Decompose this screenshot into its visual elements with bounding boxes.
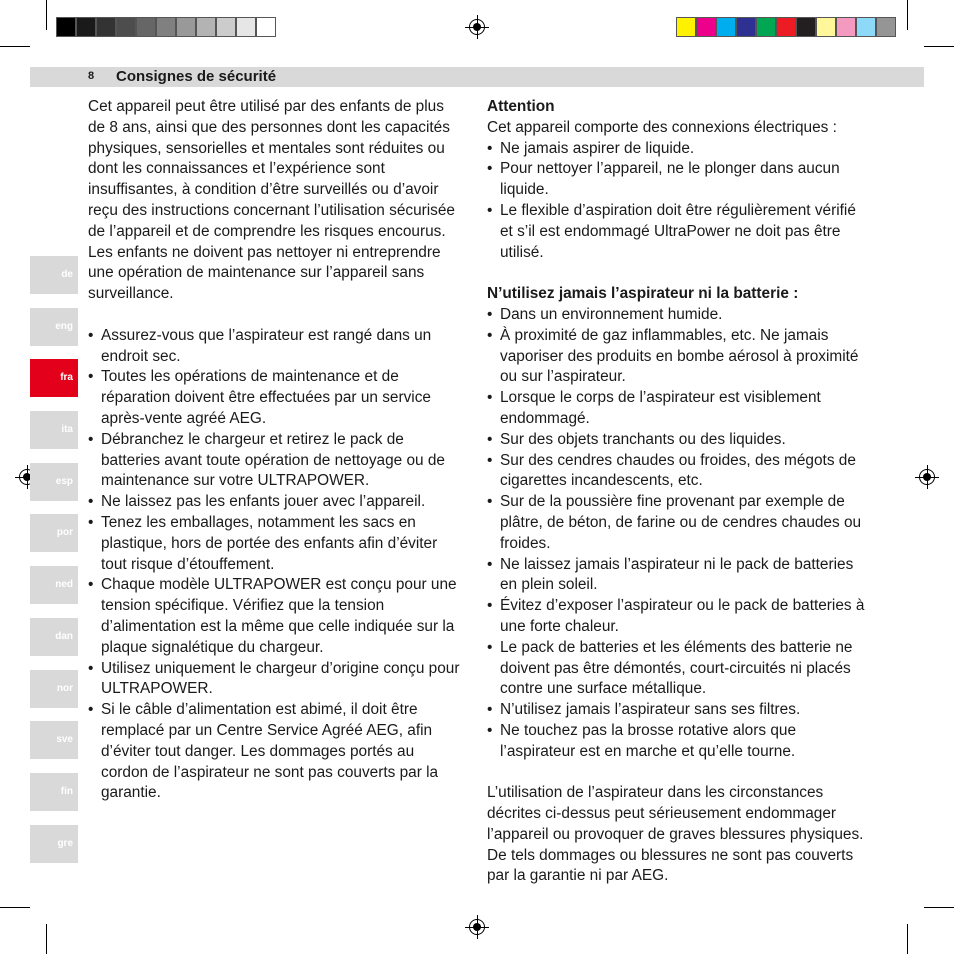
color-swatch [836,17,856,37]
language-tab-nor[interactable]: nor [30,670,78,708]
list-item: • Sur des objets tranchants ou des liquides. [487,430,871,451]
page-number: 8 [88,70,95,82]
section-title: Consignes de sécurité [116,68,277,85]
list-item: • Assurez-vous que l’aspirateur est rangé dans un endroit sec. [88,326,464,368]
color-swatch [196,17,216,37]
list-item: • Lorsque le corps de l’aspirateur est visiblement endommagé. [487,388,871,430]
intro-paragraph: Cet appareil peut être utilisé par des enfants de plus de 8 ans, ainsi que des personnes dont les capacités physiques, sensorielles et mentales sont réduites ou dont les connaissances et l’expérience sont insuffisantes, à condition d’être surveillés ou d’avoir reçu des instructions concernant l’utilisation sécurisée de l’appareil et de comprendre les risques encourus. Les enfants ne doivent pas nettoyer ni entreprendre une opération de maintenance sur l’appareil sans surveillance. [88,98,455,303]
attention-bullet-list [487,139,871,264]
color-swatch [736,17,756,37]
color-swatch [116,17,136,37]
color-swatch [176,17,196,37]
color-swatch [856,17,876,37]
language-tabs [30,256,78,876]
list-item: • Ne jamais aspirer de liquide. [487,139,871,160]
color-swatch [716,17,736,37]
color-swatch [796,17,816,37]
left-column [88,97,464,804]
registration-mark-icon [469,919,485,935]
crop-mark [907,0,908,30]
language-tab-de[interactable]: de [30,256,78,294]
list-item: • Ne laissez pas les enfants jouer avec l’appareil. [88,492,464,513]
color-swatch [756,17,776,37]
crop-mark [924,907,954,908]
language-tab-gre[interactable]: gre [30,825,78,863]
list-item: • Ne laissez jamais l’aspirateur ni le pack de batteries en plein soleil. [487,555,871,597]
list-item: • N’utilisez jamais l’aspirateur sans ses filtres. [487,700,871,721]
right-column [487,97,871,887]
color-swatch [696,17,716,37]
crop-mark [0,907,30,908]
closing-paragraph: L’utilisation de l’aspirateur dans les circonstances décrites ci-dessus peut sérieusement endommager l’appareil ou provoquer de graves blessures physiques. De tels dommages ou blessures ne sont pas couverts par la garantie ni par AEG. [487,784,864,885]
list-item: • Sur des cendres chaudes ou froides, des mégots de cigarettes incandescents, etc. [487,451,871,493]
list-item: • Le flexible d’aspiration doit être régulièrement vérifié et s’il est endommagé UltraPower ne doit pas être utilisé. [487,201,871,263]
color-swatch [876,17,896,37]
language-tab-eng[interactable]: eng [30,308,78,346]
never-use-heading: N’utilisez jamais l’aspirateur ni la batterie : [487,285,799,303]
never-use-bullet-list [487,305,871,763]
grayscale-color-bar [56,17,276,37]
list-item: • Toutes les opérations de maintenance et de réparation doivent être effectuées par un service après-vente agréé AEG. [88,367,464,429]
language-tab-esp[interactable]: esp [30,463,78,501]
list-item: • Ne touchez pas la brosse rotative alors que l’aspirateur est en marche et qu’elle tourne. [487,721,871,763]
color-swatch [816,17,836,37]
language-tab-por[interactable]: por [30,514,78,552]
color-swatch [136,17,156,37]
list-item: • Sur de la poussière fine provenant par exemple de plâtre, de béton, de farine ou de cendres chaudes ou froides. [487,492,871,554]
language-tab-sve[interactable]: sve [30,721,78,759]
list-item: • Chaque modèle ULTRAPOWER est conçu pour une tension spécifique. Vérifiez que la tension d’alimentation est la même que celle indiquée sur la plaque signalétique du chargeur. [88,575,464,658]
language-tab-ita[interactable]: ita [30,411,78,449]
color-swatch [96,17,116,37]
list-item: • Tenez les emballages, notamment les sacs en plastique, hors de portée des enfants afin d’éviter tout risque d’étouffement. [88,513,464,575]
cmyk-color-bar [676,17,896,37]
attention-intro: Cet appareil comporte des connexions électriques : [487,118,837,136]
safety-bullet-list [88,326,464,804]
registration-mark-icon [469,19,485,35]
attention-heading: Attention [487,98,555,115]
crop-mark [46,924,47,954]
color-swatch [256,17,276,37]
list-item: • Évitez d’exposer l’aspirateur ou le pack de batteries à une forte chaleur. [487,596,871,638]
color-swatch [56,17,76,37]
crop-mark [46,0,47,30]
crop-mark [907,924,908,954]
registration-mark-icon [919,469,935,485]
list-item: • Pour nettoyer l’appareil, ne le plonger dans aucun liquide. [487,159,871,201]
list-item: • Si le câble d’alimentation est abimé, il doit être remplacé par un Centre Service Agréé AEG, afin d’éviter tout danger. Les dommages portés au cordon de l’aspirateur ne sont pas couverts par la garantie. [88,700,464,804]
color-swatch [156,17,176,37]
list-item: • Dans un environnement humide. [487,305,871,326]
color-swatch [776,17,796,37]
language-tab-dan[interactable]: dan [30,618,78,656]
language-tab-fra[interactable]: fra [30,359,78,397]
color-swatch [676,17,696,37]
list-item: • Le pack de batteries et les éléments des batterie ne doivent pas être démontés, court-circuités ni placés contre une surface métallique. [487,638,871,700]
list-item: • Débranchez le chargeur et retirez le pack de batteries avant toute opération de nettoyage ou de maintenance sur votre ULTRAPOWER. [88,430,464,492]
language-tab-fin[interactable]: fin [30,773,78,811]
crop-mark [0,46,30,47]
list-item: • Utilisez uniquement le chargeur d’origine conçu pour ULTRAPOWER. [88,659,464,701]
color-swatch [216,17,236,37]
color-swatch [236,17,256,37]
color-swatch [76,17,96,37]
list-item: • À proximité de gaz inflammables, etc. Ne jamais vaporiser des produits en bombe aérosol à proximité ou sur l’aspirateur. [487,326,871,388]
crop-mark [924,46,954,47]
language-tab-ned[interactable]: ned [30,566,78,604]
